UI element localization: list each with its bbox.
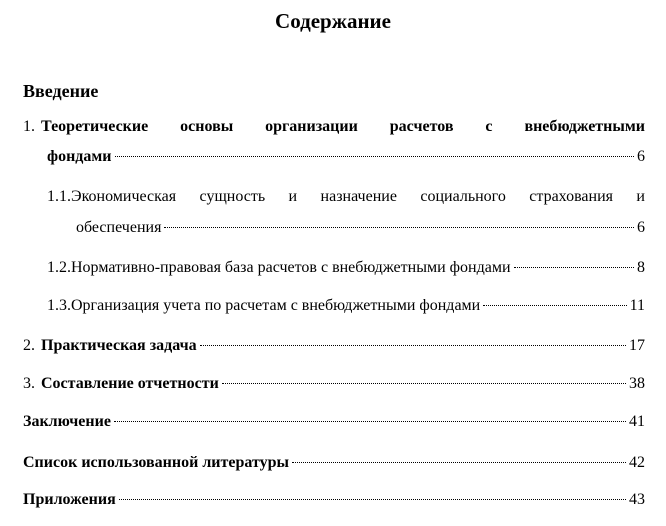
toc-dot-leader	[514, 267, 635, 268]
toc-appendices-title: Приложения	[23, 491, 116, 508]
toc-item-1-line2	[47, 147, 645, 167]
toc-dot-leader	[164, 227, 634, 228]
toc-item-1-2	[47, 258, 645, 278]
toc-item-3-number: 3.	[23, 375, 35, 392]
toc-conclusion-page: 41	[629, 413, 645, 430]
toc-appendices	[23, 490, 645, 510]
toc-dot-leader	[483, 305, 626, 306]
toc-dot-leader	[292, 462, 626, 463]
toc-item-1-3-title: Организация учета по расчетам с внебюджетными фондами	[71, 297, 481, 314]
toc-item-1-2-title: Нормативно-правовая база расчетов с внебюджетными фондами	[71, 259, 511, 276]
toc-item-1-1-title-line1: Экономическая сущность и назначение социального страхования и	[71, 188, 645, 205]
toc-item-1-1-line1	[47, 187, 645, 207]
toc-dot-leader	[222, 383, 626, 384]
toc-item-1-2-number: 1.2.	[47, 259, 71, 276]
toc-item-1-title-line1: Теоретические основы организации расчетов с внебюджетными	[41, 118, 645, 135]
toc-dot-leader	[200, 345, 626, 346]
toc-item-2-title: Практическая задача	[41, 337, 197, 354]
toc-conclusion	[23, 412, 645, 432]
toc-dot-leader	[115, 156, 635, 157]
toc-conclusion-title: Заключение	[23, 413, 111, 430]
toc-item-1-page: 6	[637, 148, 645, 165]
toc-item-1-line1	[23, 117, 645, 137]
toc-item-1-1-line2	[76, 218, 645, 238]
toc-item-1-1-page: 6	[637, 219, 645, 236]
toc-dot-leader	[114, 421, 626, 422]
toc-item-1-1-title-line2: обеспечения	[76, 219, 162, 236]
toc-item-2	[23, 336, 645, 356]
toc-item-3-title: Составление отчетности	[41, 375, 219, 392]
toc-item-1-3-page: 11	[629, 297, 645, 314]
toc-item-2-number: 2.	[23, 337, 35, 354]
toc-item-2-page: 17	[629, 337, 645, 354]
toc-dot-leader	[119, 499, 626, 500]
toc-intro-heading: Введение	[23, 81, 99, 101]
toc-item-3-page: 38	[629, 375, 645, 392]
toc-references-title: Список использованной литературы	[23, 454, 289, 471]
toc-references	[23, 453, 645, 473]
toc-item-1-3	[47, 296, 645, 316]
toc-item-1-1-number: 1.1.	[47, 188, 71, 205]
toc-item-1-number: 1.	[23, 118, 35, 135]
page-title: Содержание	[275, 9, 391, 33]
toc-item-1-2-page: 8	[637, 259, 645, 276]
toc-item-1-title-line2: фондами	[47, 148, 112, 165]
toc-references-page: 42	[629, 454, 645, 471]
toc-appendices-page: 43	[629, 491, 645, 508]
toc-item-1-3-number: 1.3.	[47, 297, 71, 314]
toc-item-3	[23, 374, 645, 394]
